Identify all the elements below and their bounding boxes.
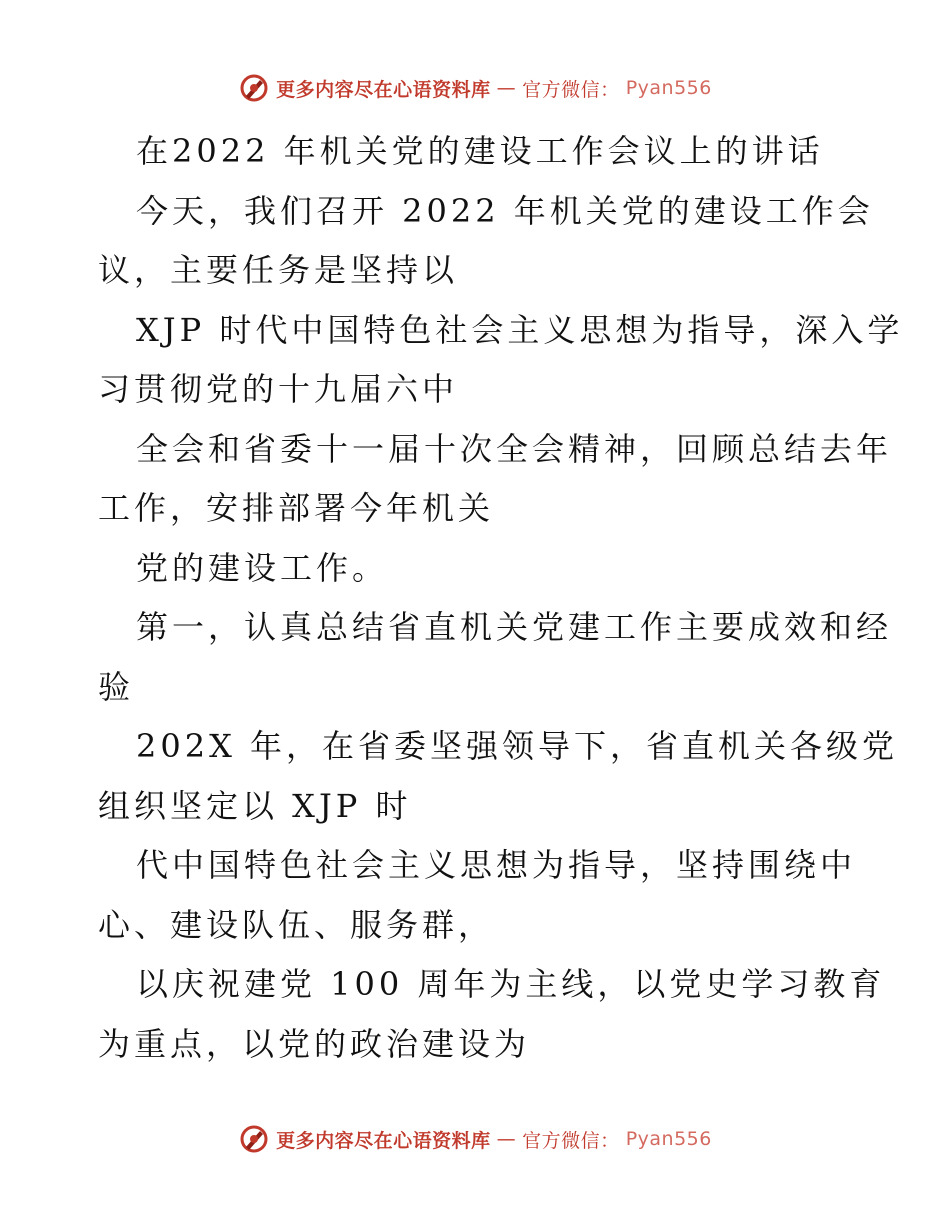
section-heading-line: 第一，认真总结省直机关党建工作主要成效和经 — [136, 608, 893, 646]
paragraph-line: 为重点，以党的政治建设为 — [98, 1024, 531, 1063]
paragraph-line: 组织坚定以 XJP 时 — [98, 786, 412, 825]
watermark-dash: — — [496, 1128, 517, 1150]
pen-circle-logo-icon — [238, 72, 270, 104]
paragraph-line: 工作，安排部署今年机关 — [98, 489, 495, 527]
pen-circle-logo-icon — [238, 1123, 270, 1155]
paragraph-line: 习贯彻党的十九届六中 — [98, 370, 459, 408]
paragraph-line: 代中国特色社会主义思想为指导，坚持围绕中 — [136, 846, 857, 884]
paragraph-line: XJP 时代中国特色社会主义思想为指导，深入学 — [136, 310, 904, 349]
watermark-text: 更多内容尽在心语资料库 — [276, 1129, 491, 1152]
section-heading-line: 验 — [98, 667, 135, 706]
paragraph-line: 议，主要任务是坚持以 — [98, 251, 459, 289]
document-body — [98, 122, 904, 1074]
header-watermark — [0, 72, 950, 104]
watermark-wechat-label: 官方微信： — [522, 78, 620, 101]
watermark-wechat-label: 官方微信： — [522, 1129, 620, 1152]
watermark-wechat-id: Pyan556 — [625, 1128, 712, 1150]
watermark-dash: — — [496, 77, 517, 99]
paragraph-line: 全会和省委十一届十次全会精神，回顾总结去年 — [136, 429, 893, 468]
paragraph-line: 今天，我们召开 2022 年机关党的建设工作会 — [136, 191, 874, 230]
document-title: 在2022 年机关党的建设工作会议上的讲话 — [136, 132, 824, 170]
footer-watermark — [0, 1123, 950, 1155]
paragraph-line: 以庆祝建党 100 周年为主线，以党史学习教育 — [136, 965, 886, 1003]
paragraph-line: 心、建设队伍、服务群， — [98, 905, 495, 944]
watermark-text: 更多内容尽在心语资料库 — [276, 78, 491, 101]
paragraph-line: 202X 年，在省委坚强领导下，省直机关各级党 — [136, 727, 899, 765]
watermark-wechat-id: Pyan556 — [625, 77, 712, 99]
paragraph-line: 党的建设工作。 — [136, 548, 389, 587]
